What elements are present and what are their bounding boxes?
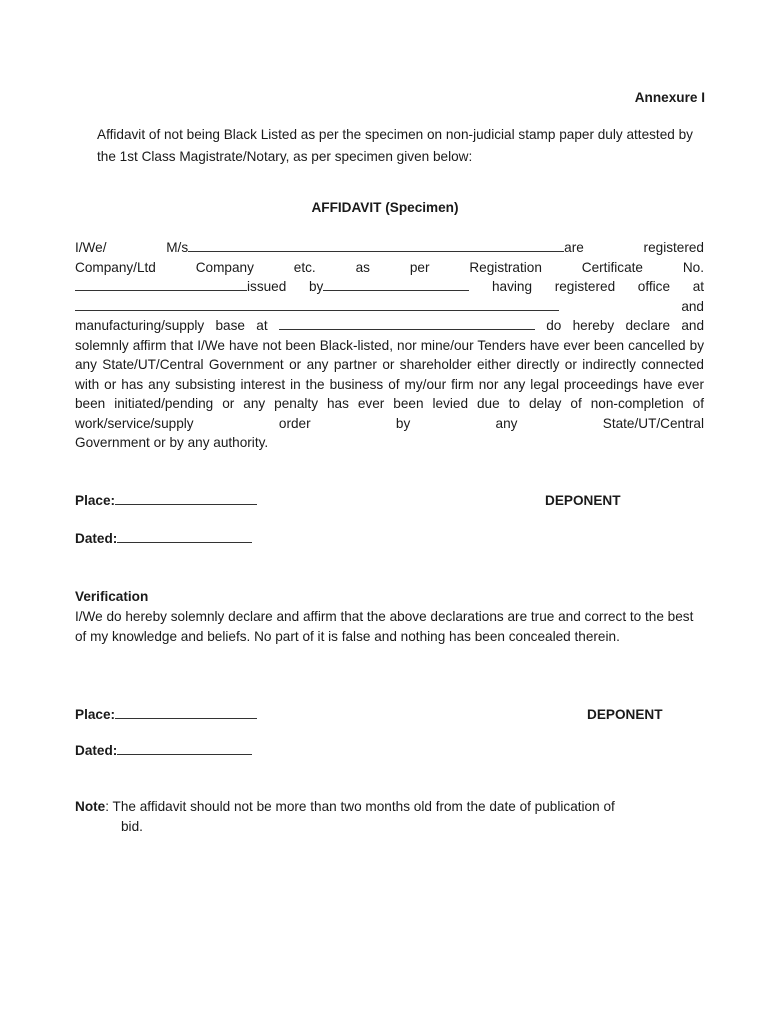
body-text: registered bbox=[554, 279, 616, 294]
place-row-2 bbox=[75, 706, 257, 724]
place-row-1 bbox=[75, 492, 257, 510]
dated-row-2 bbox=[75, 742, 252, 760]
dated-blank bbox=[117, 530, 252, 543]
verification-text: I/We do hereby solemnly declare and affirm that the above declarations are true and correct to the best of my knowledge and beliefs. No part of it is false and nothing has been concealed therein. bbox=[75, 609, 694, 644]
body-text: as bbox=[355, 259, 370, 275]
body-text: registered bbox=[643, 240, 704, 255]
body-text: by bbox=[308, 279, 324, 294]
note-block bbox=[75, 797, 705, 837]
body-text: No. bbox=[682, 259, 705, 275]
body-text: office bbox=[637, 279, 671, 294]
body-text: manufacturing/supply base at bbox=[75, 318, 268, 333]
dated-row-1 bbox=[75, 530, 252, 548]
supply-base-blank bbox=[279, 317, 535, 330]
office-address-blank bbox=[75, 298, 559, 311]
annexure-heading: Annexure I bbox=[634, 90, 705, 105]
affidavit-title: AFFIDAVIT (Specimen) bbox=[311, 200, 459, 215]
dated-label: Dated: bbox=[75, 743, 118, 758]
body-text: Company bbox=[195, 259, 254, 275]
body-text: etc. bbox=[293, 259, 316, 275]
place-label: Place: bbox=[75, 707, 116, 722]
dated-blank bbox=[117, 742, 252, 755]
body-text: per bbox=[409, 259, 430, 275]
deponent-label-2: DEPONENT bbox=[587, 707, 663, 722]
verification-title: Verification bbox=[75, 589, 149, 604]
note-label: Note bbox=[75, 799, 106, 814]
certificate-no-blank bbox=[75, 278, 247, 291]
body-text: at bbox=[692, 279, 705, 294]
dated-label: Dated: bbox=[75, 531, 118, 546]
body-line-1 bbox=[75, 238, 704, 258]
body-line-4 bbox=[75, 297, 704, 317]
issued-by-blank bbox=[323, 278, 469, 291]
body-text: are bbox=[564, 240, 584, 255]
body-text: Company/Ltd bbox=[75, 259, 156, 275]
note-text-continued: bid. bbox=[121, 819, 143, 834]
place-blank bbox=[115, 706, 257, 719]
body-text: I/We/ bbox=[75, 240, 107, 255]
body-text: M/s bbox=[166, 240, 189, 255]
body-line-3 bbox=[75, 277, 704, 297]
body-text: Registration bbox=[469, 259, 542, 275]
body-line-5 bbox=[75, 316, 704, 336]
body-text: and bbox=[681, 298, 704, 314]
affidavit-body bbox=[75, 238, 704, 453]
body-text: having bbox=[491, 279, 533, 294]
body-last-line: Government or by any authority. bbox=[75, 435, 269, 450]
body-text: do hereby declare and bbox=[546, 318, 705, 333]
note-text: : The affidavit should not be more than two months old from the date of publication of bbox=[105, 799, 615, 814]
body-text: Certificate bbox=[581, 259, 643, 275]
body-line-2 bbox=[75, 258, 704, 278]
body-text: issued bbox=[247, 279, 287, 294]
place-label: Place: bbox=[75, 493, 116, 508]
place-blank bbox=[115, 492, 257, 505]
intro-paragraph: Affidavit of not being Black Listed as per the specimen on non-judicial stamp paper duly attested by the 1st Class Magistrate/Notary, as per specimen given below: bbox=[97, 127, 693, 164]
body-rest: solemnly affirm that I/We have not been Black-listed, nor mine/our Tenders have ever been cancelled by any State/UT/Central Government or any partner or shareholder either directly or indirectly connected with or has any subsisting interest in the business of my/our firm nor any legal proceedings have ever been initiated/pending or any penalty has ever been levied due to delay of non-completion of work/service/supply order by any State/UT/Central bbox=[75, 337, 704, 431]
deponent-label-1: DEPONENT bbox=[545, 493, 621, 508]
name-blank bbox=[188, 239, 564, 252]
